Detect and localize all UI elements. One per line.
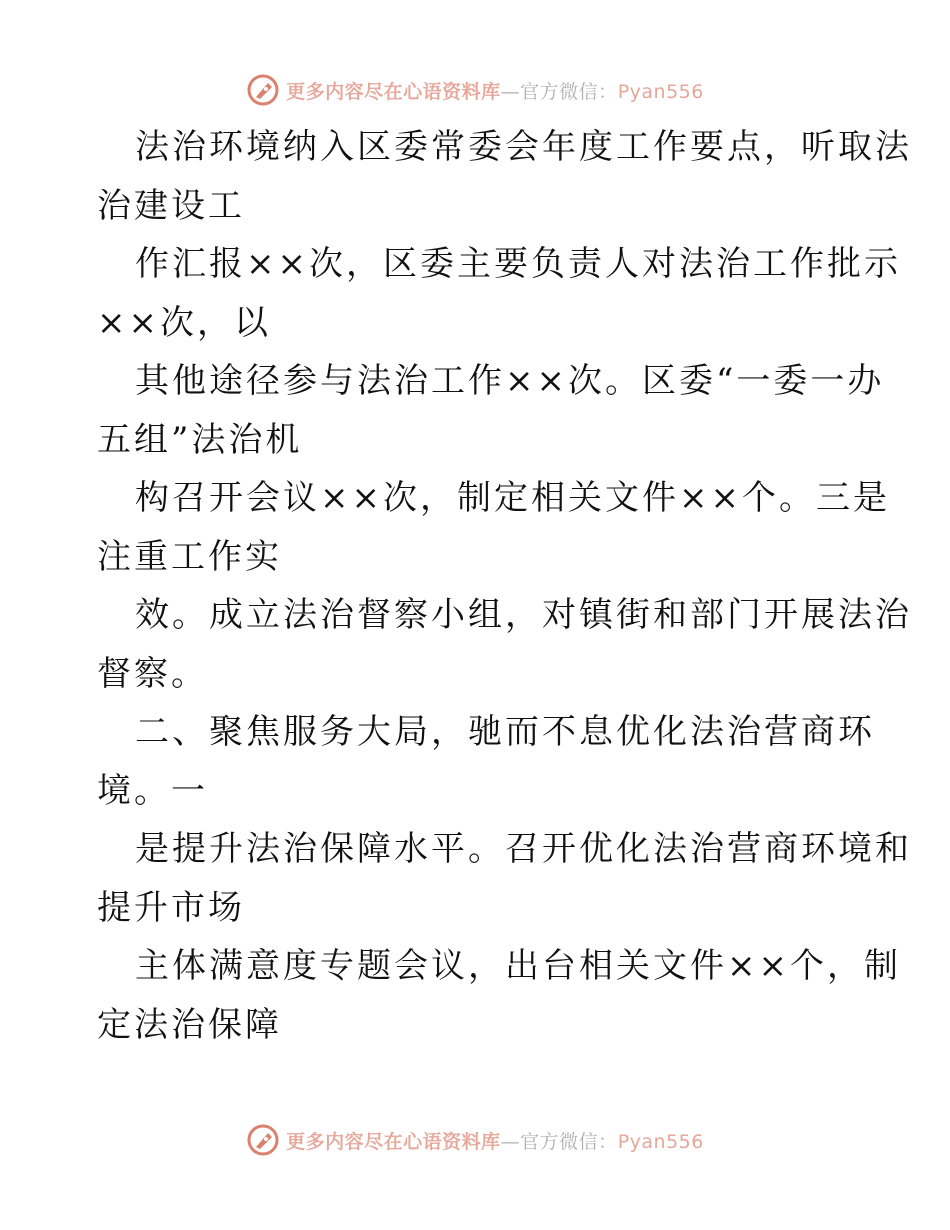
body-line: 法治环境纳入区委常委会年度工作要点，听取法: [135, 127, 912, 167]
watermark-wechat-id: Pyan556: [617, 1130, 704, 1153]
watermark-wechat-label: 官方微信：: [520, 1130, 618, 1153]
pen-nib-logo-icon: [246, 73, 280, 107]
body-line: 作汇报××次，区委主要负责人对法治工作批示: [135, 244, 901, 284]
body-line: ××次，以: [97, 302, 271, 343]
body-line: 其他途径参与法治工作××次。区委“一委一办: [135, 361, 885, 401]
watermark-text: [286, 1127, 704, 1154]
body-line: 五组”法治机: [97, 419, 303, 460]
body-line: 注重工作实: [97, 536, 282, 577]
body-line: 督察。: [97, 653, 208, 694]
watermark-main: 更多内容尽在心语资料库: [286, 1130, 501, 1153]
body-line: 定法治保障: [97, 1004, 282, 1045]
body-line: 二、聚焦服务大局，驰而不息优化法治营商环: [135, 712, 875, 752]
footer-watermark: [0, 1120, 950, 1160]
header-watermark: [0, 70, 950, 110]
body-line: 是提升法治保障水平。召开优化法治营商环境和: [135, 829, 912, 869]
body-line: 治建设工: [97, 185, 245, 226]
watermark-dash: —: [500, 80, 521, 103]
watermark-dash: —: [500, 1130, 521, 1153]
watermark-text: [286, 77, 704, 104]
watermark-wechat-label: 官方微信：: [520, 80, 618, 103]
body-line: 构召开会议××次，制定相关文件××个。三是: [135, 478, 890, 518]
watermark-wechat-id: Pyan556: [617, 80, 704, 103]
document-body: [97, 118, 912, 1054]
pen-nib-logo-icon: [246, 1123, 280, 1157]
body-line: 主体满意度专题会议，出台相关文件××个，制: [135, 946, 901, 986]
watermark-main: 更多内容尽在心语资料库: [286, 80, 501, 103]
body-line: 效。成立法治督察小组，对镇街和部门开展法治: [135, 595, 912, 635]
body-line: 提升市场: [97, 887, 245, 928]
body-line: 境。一: [97, 770, 208, 811]
